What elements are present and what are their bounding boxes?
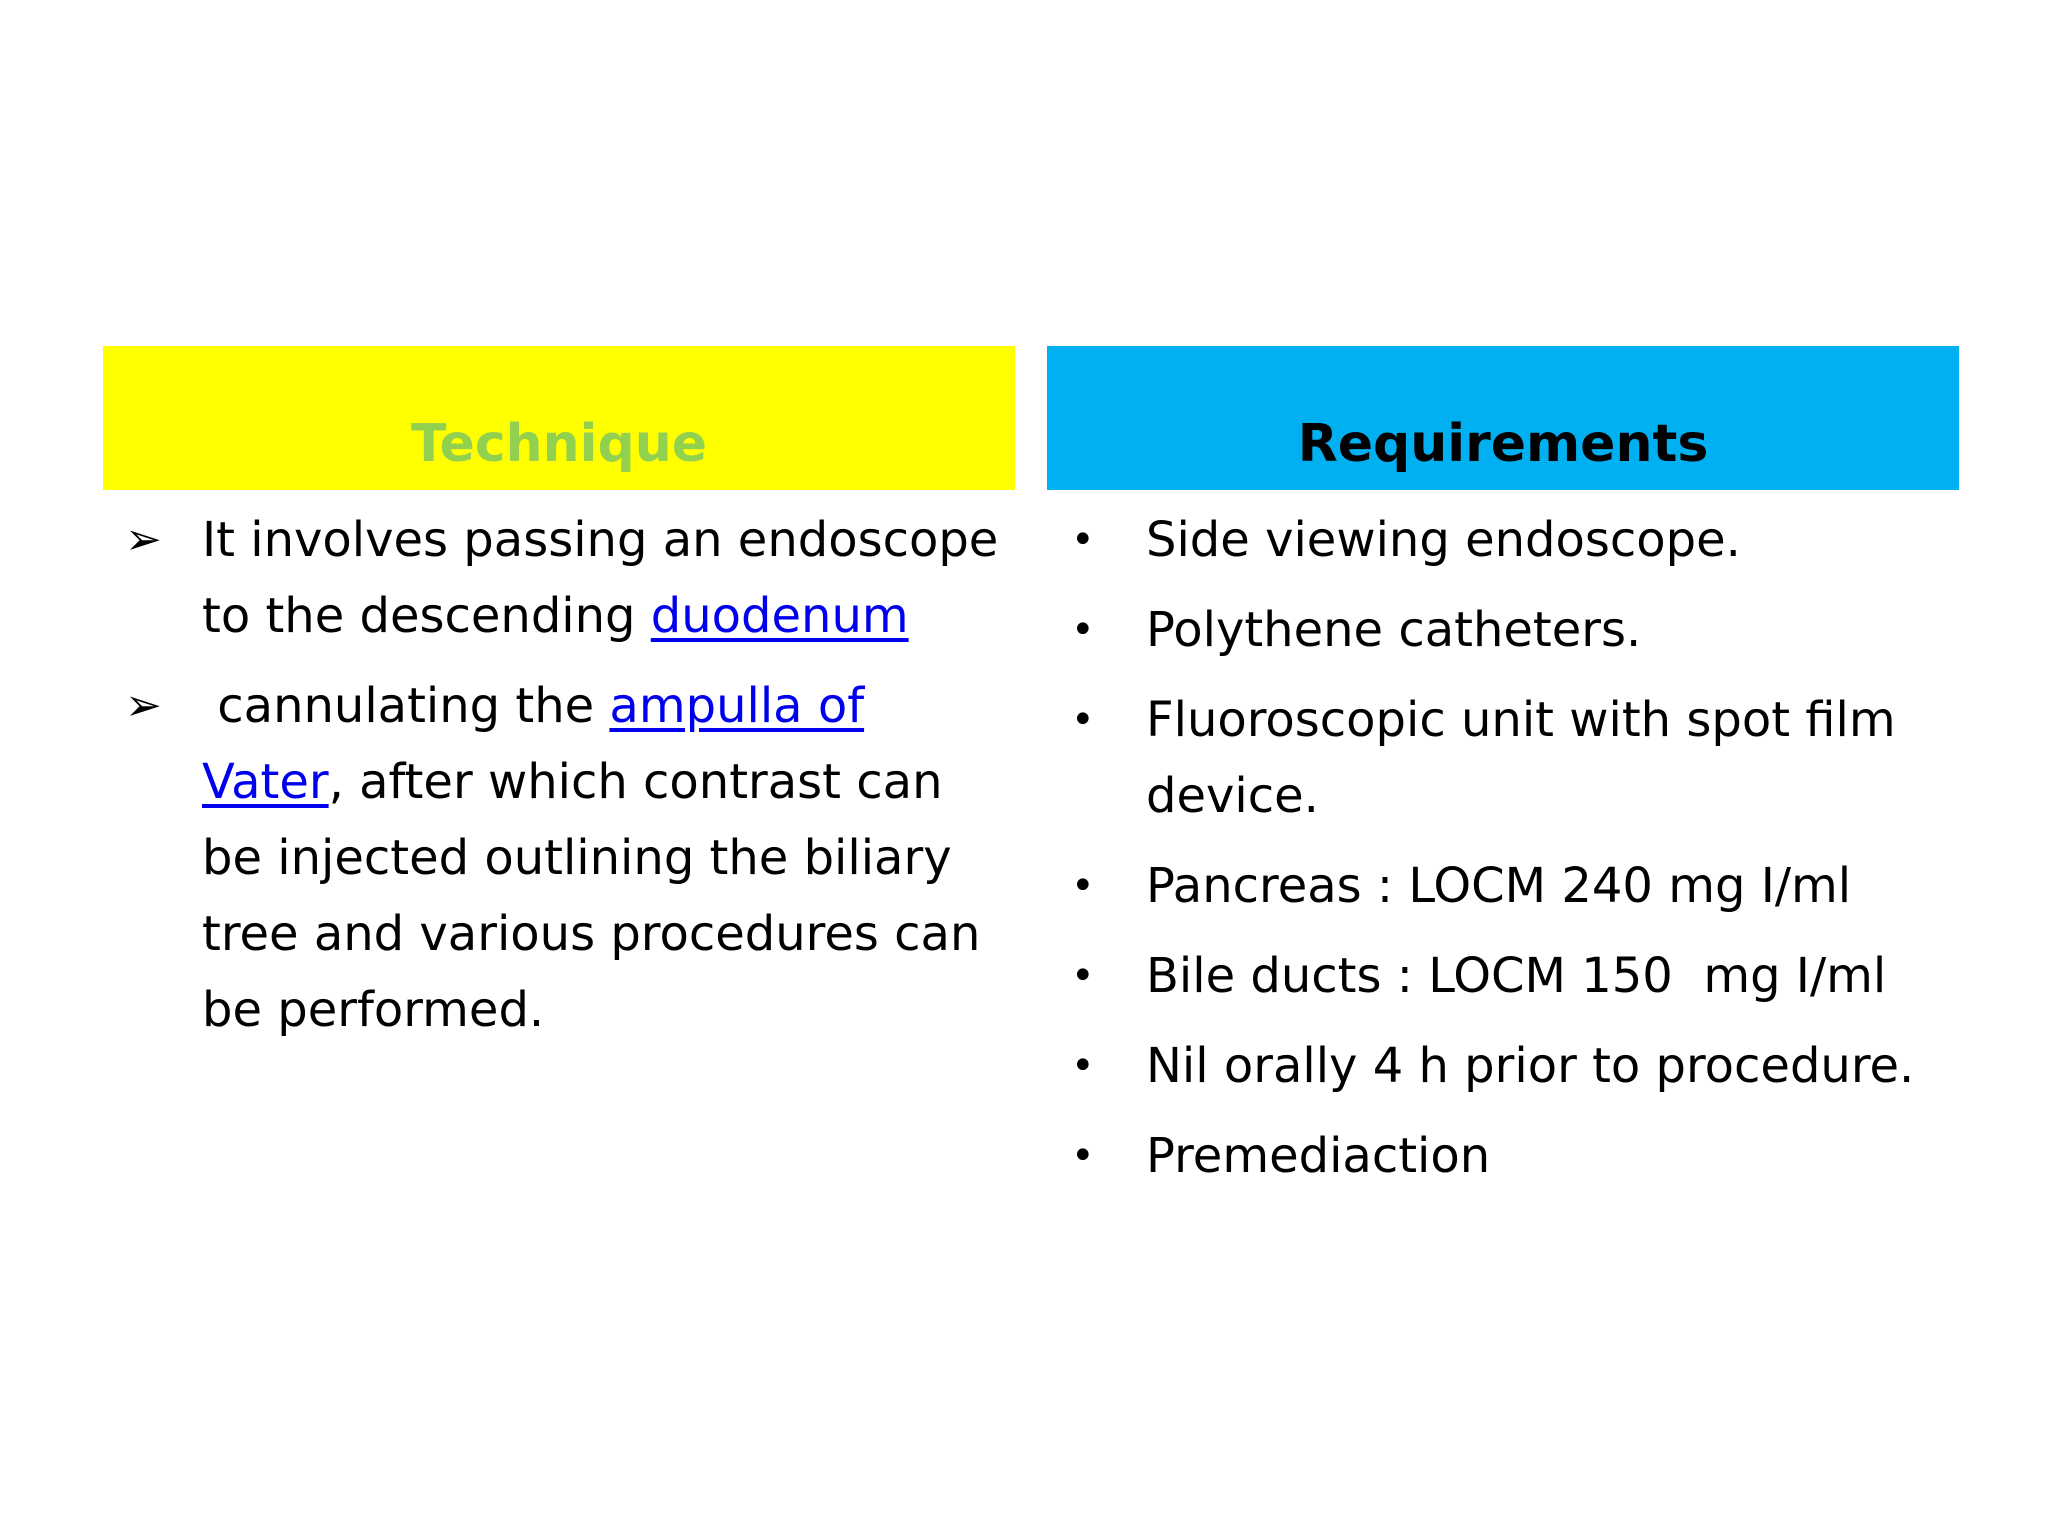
requirements-header — [1047, 346, 1959, 490]
requirements-item-text: Nil orally 4 h prior to procedure. — [1146, 1038, 1915, 1094]
requirements-item-text: Fluoroscopic unit with spot film device. — [1146, 692, 1896, 824]
technique-item-1-text: It involves passing an endoscope to the descending — [202, 512, 999, 644]
bullet-icon: • — [1071, 697, 1095, 743]
requirements-list — [1047, 502, 1959, 1194]
bullet-icon: • — [1071, 1133, 1095, 1179]
ampulla-of-vater-link[interactable]: ampulla of Vater — [202, 678, 865, 810]
requirements-item-text: Pancreas : LOCM 240 mg I/ml — [1146, 858, 1852, 914]
bullet-icon: • — [1071, 607, 1095, 653]
technique-item-2 — [103, 668, 1015, 1048]
arrow-bullet-icon: ➢ — [125, 680, 162, 731]
requirements-item-text: Bile ducts : LOCM 150 mg I/ml — [1146, 948, 1887, 1004]
requirements-item-text: Side viewing endoscope. — [1146, 512, 1741, 568]
technique-item-2-text-after: , after which contrast can be injected outlining the biliary tree and various procedures can be performed. — [202, 754, 981, 1038]
requirements-item — [1047, 1028, 1959, 1104]
requirements-heading: Requirements — [1297, 414, 1709, 474]
requirements-column — [1047, 346, 1959, 1194]
requirements-item — [1047, 502, 1959, 578]
requirements-item — [1047, 1118, 1959, 1194]
technique-heading: Technique — [410, 414, 708, 474]
requirements-item — [1047, 848, 1959, 924]
bullet-icon: • — [1071, 517, 1095, 563]
arrow-bullet-icon: ➢ — [125, 514, 162, 565]
bullet-icon: • — [1071, 953, 1095, 999]
technique-item-2-text: cannulating the — [202, 678, 610, 734]
requirements-item — [1047, 682, 1959, 834]
bullet-icon: • — [1071, 1043, 1095, 1089]
requirements-item — [1047, 938, 1959, 1014]
bullet-icon: • — [1071, 863, 1095, 909]
technique-header — [103, 346, 1015, 490]
requirements-item-text: Polythene catheters. — [1146, 602, 1642, 658]
technique-column — [103, 346, 1015, 1048]
requirements-item-text: Premediaction — [1146, 1128, 1491, 1184]
technique-item-1 — [103, 502, 1015, 654]
requirements-item — [1047, 592, 1959, 668]
duodenum-link[interactable]: duodenum — [650, 588, 909, 644]
technique-list — [103, 502, 1015, 1048]
